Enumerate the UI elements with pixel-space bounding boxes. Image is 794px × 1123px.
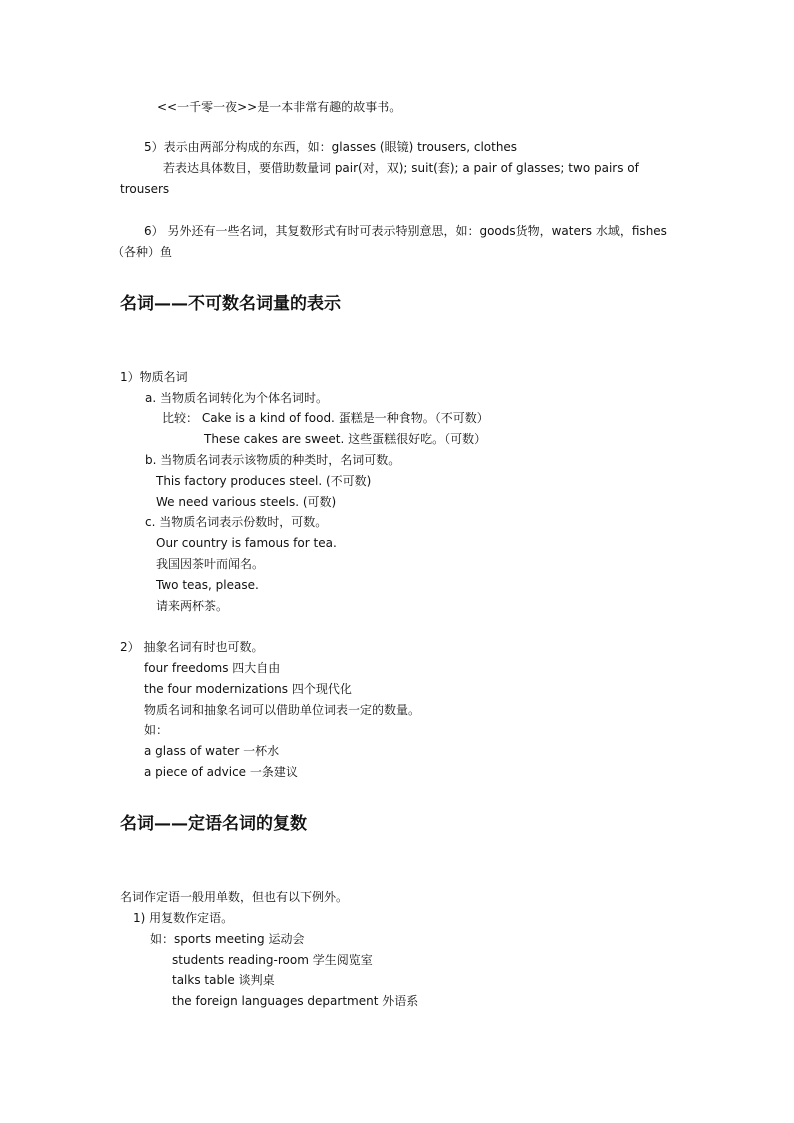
attributive-intro: 名词作定语一般用单数，但也有以下例外。 [120,890,349,904]
point-b-example-1: This factory produces steel. (不可数) [156,474,372,488]
point-a-compare: 比较： Cake is a kind of food. 蛋糕是一种食物。（不可数） [162,411,489,425]
attributive-point-1-title: 1) 用复数作定语。 [133,911,234,925]
point-c-example-1: Our country is famous for tea. [156,536,337,550]
point-2-example-1: four freedoms 四大自由 [144,661,281,675]
heading-uncountable: 名词——不可数名词量的表示 [120,294,341,314]
point-a-example-2: These cakes are sweet. 这些蛋糕很好吃。（可数） [204,432,487,446]
heading-attributive: 名词——定语名词的复数 [120,814,307,834]
item-5-line-3: trousers [120,182,170,196]
attributive-example-3: talks table 谈判桌 [172,973,275,987]
point-1-title: 1）物质名词 [120,370,188,384]
point-2-ru: 如： [144,723,169,737]
point-2-example-2: the four modernizations 四个现代化 [144,682,352,696]
point-c-example-1-cn: 我国因茶叶而闻名。 [156,557,265,571]
story-line: <<一千零一夜>>是一本非常有趣的故事书。 [157,100,402,114]
item-5-line-1: 5）表示由两部分构成的东西，如：glasses (眼镜) trousers, clothes [144,140,518,154]
point-c-example-2-cn: 请来两杯茶。 [156,599,229,613]
point-2-example-4: a piece of advice 一条建议 [144,765,298,779]
point-c-line: c. 当物质名词表示份数时，可数。 [145,515,328,529]
item-6-line-1: 6） 另外还有一些名词，其复数形式有时可表示特别意思，如：goods货物，waters 水域，fishes [144,224,667,238]
point-c-example-2: Two teas, please. [156,578,259,592]
attributive-example-4: the foreign languages department 外语系 [172,994,419,1008]
attributive-example-1: 如：sports meeting 运动会 [150,932,305,946]
point-a-line: a. 当物质名词转化为个体名词时。 [145,391,328,405]
point-2-note: 物质名词和抽象名词可以借助单位词表一定的数量。 [144,703,421,717]
point-2-example-3: a glass of water 一杯水 [144,744,280,758]
point-b-line: b. 当物质名词表示该物质的种类时，名词可数。 [145,453,401,467]
item-5-line-2: 若表达具体数目，要借助数量词 pair(对，双); suit(套); a pair of glasses; two pairs of [163,161,639,175]
point-b-example-2: We need various steels. (可数) [156,495,337,509]
item-6-line-2: （各种）鱼 [112,245,173,259]
point-2-title: 2） 抽象名词有时也可数。 [120,640,264,654]
attributive-example-2: students reading-room 学生阅览室 [172,953,373,967]
